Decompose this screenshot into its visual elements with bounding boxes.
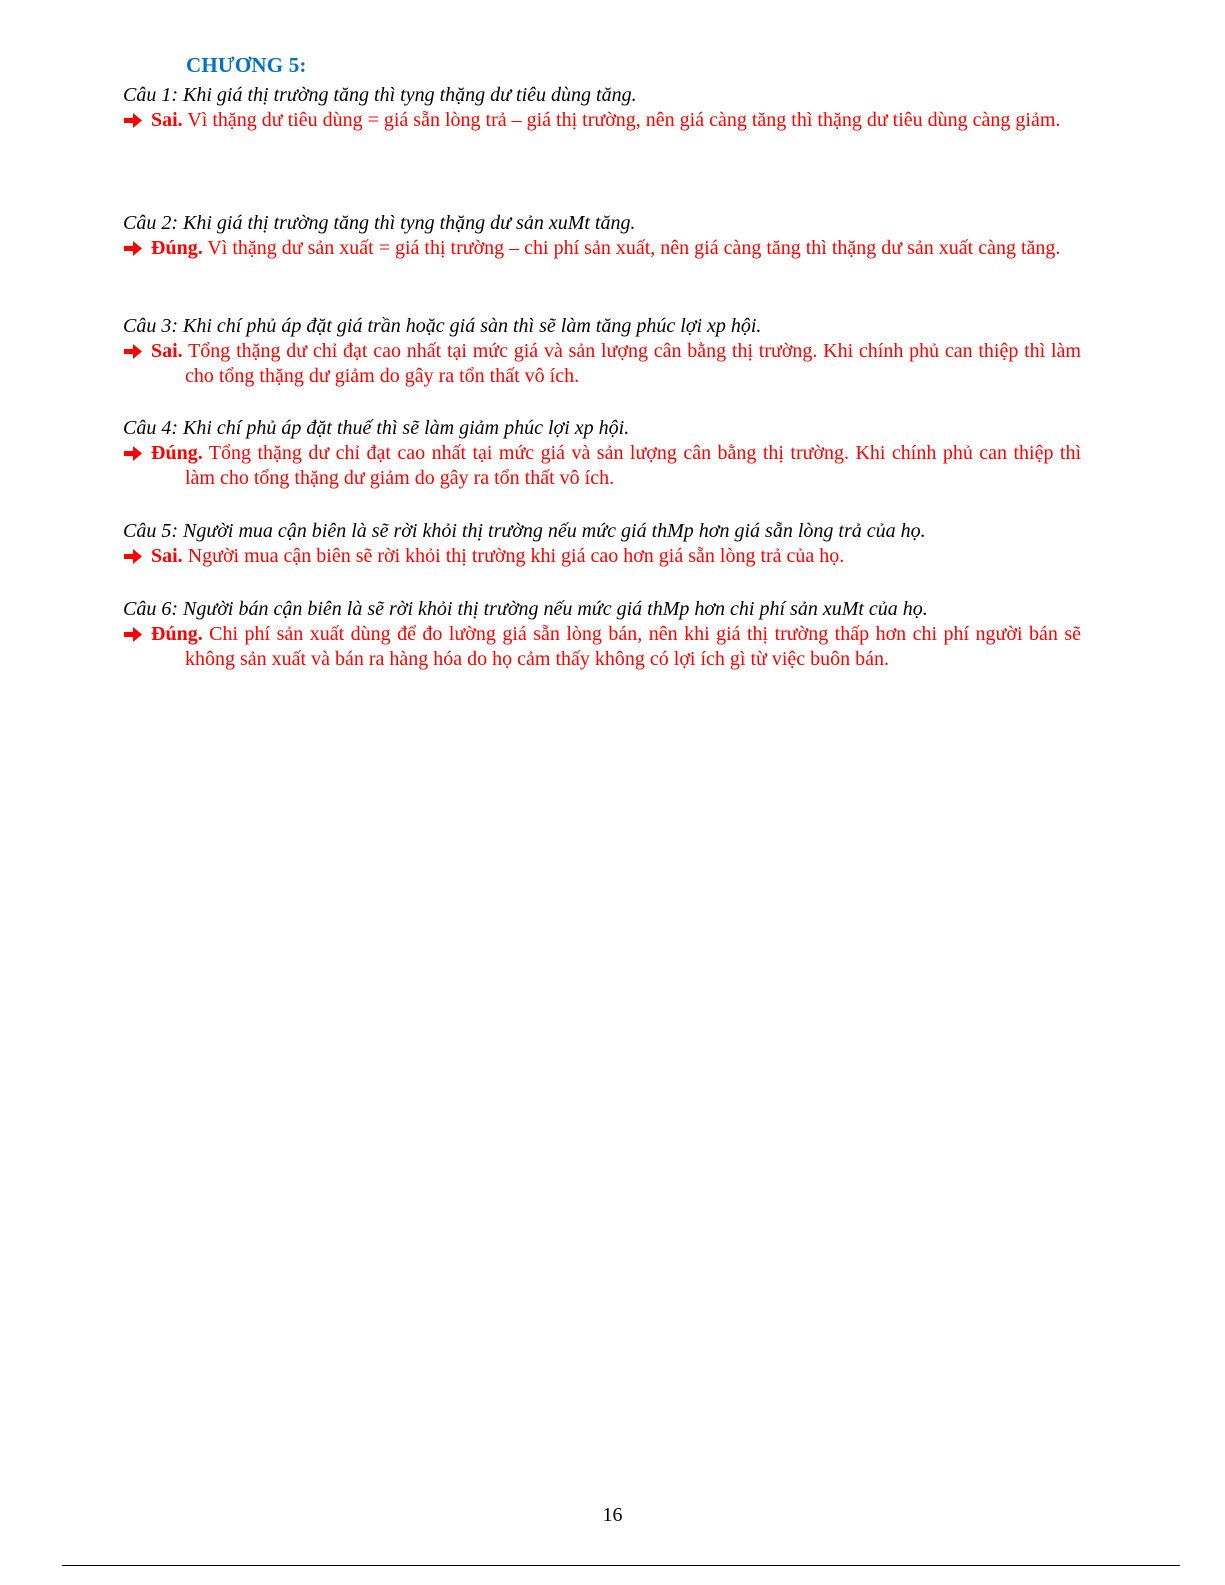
answer-verdict: Đúng. xyxy=(151,623,203,645)
answer-explanation: Chi phí sản xuất dùng để đo lường giá sẵn lòng bán, nên khi giá thị trường thấp hơn chi phí người bán sẽ không sản xuất và bán ra hàng hóa do họ cảm thấy không có lợi ích gì từ việc buôn bán. xyxy=(185,623,1081,670)
arrow-right-icon xyxy=(123,622,143,647)
question-text: Câu 1: Khi giá thị trường tăng thì tyng thặng dư tiêu dùng tăng. xyxy=(123,84,637,106)
answer-explanation: Vì thặng dư tiêu dùng = giá sẵn lòng trả – giá thị trường, nên giá càng tăng thì thặng dư tiêu dùng càng giảm. xyxy=(187,109,1061,131)
answer-verdict: Sai. xyxy=(151,109,183,131)
qa-item-1 xyxy=(123,82,1081,133)
answer-block xyxy=(123,108,1081,133)
qa-item-3 xyxy=(123,313,1081,389)
arrow-right-icon xyxy=(123,339,143,364)
qa-item-6 xyxy=(123,596,1081,672)
answer-block xyxy=(123,236,1081,261)
answer-verdict: Đúng. xyxy=(151,442,203,464)
answer-block xyxy=(123,441,1081,491)
arrow-right-icon xyxy=(123,108,143,133)
answer-block xyxy=(123,544,1081,569)
qa-item-2 xyxy=(123,210,1081,261)
question-text: Câu 3: Khi chí phủ áp đặt giá trần hoặc giá sàn thì sẽ làm tăng phúc lợi xp hội. xyxy=(123,315,762,337)
answer-verdict: Đúng. xyxy=(151,237,203,259)
answer-block xyxy=(123,622,1081,672)
answer-verdict: Sai. xyxy=(151,545,183,567)
page-number: 16 xyxy=(602,1504,623,1526)
answer-explanation: Tổng thặng dư chỉ đạt cao nhất tại mức giá và sản lượng cân bằng thị trường. Khi chính phủ can thiệp thì làm cho tổng thặng dư giảm do gây ra tổn thất vô ích. xyxy=(185,340,1081,387)
qa-item-5 xyxy=(123,518,1081,569)
answer-explanation: Vì thặng dư sản xuất = giá thị trường – chi phí sản xuất, nên giá càng tăng thì thặng dư sản xuất càng tăng. xyxy=(207,237,1061,259)
question-text: Câu 4: Khi chí phủ áp đặt thuế thì sẽ làm giảm phúc lợi xp hội. xyxy=(123,417,630,439)
arrow-right-icon xyxy=(123,441,143,466)
answer-verdict: Sai. xyxy=(151,340,183,362)
answer-explanation: Người mua cận biên sẽ rời khỏi thị trường khi giá cao hơn giá sẵn lòng trả của họ. xyxy=(187,545,845,567)
footer-divider xyxy=(62,1565,1180,1566)
qa-item-4 xyxy=(123,415,1081,491)
question-text: Câu 6: Người bán cận biên là sẽ rời khỏi thị trường nếu mức giá thMp hơn chi phí sản xuMt của họ. xyxy=(123,598,928,620)
question-text: Câu 2: Khi giá thị trường tăng thì tyng thặng dư sản xuMt tăng. xyxy=(123,212,636,234)
question-text: Câu 5: Người mua cận biên là sẽ rời khỏi thị trường nếu mức giá thMp hơn giá sẵn lòng trả của họ. xyxy=(123,520,926,542)
arrow-right-icon xyxy=(123,236,143,261)
arrow-right-icon xyxy=(123,544,143,569)
answer-block xyxy=(123,339,1081,389)
chapter-heading: CHƯƠNG 5: xyxy=(186,53,307,77)
answer-explanation: Tổng thặng dư chỉ đạt cao nhất tại mức giá và sản lượng cân bằng thị trường. Khi chính phủ can thiệp thì làm cho tổng thặng dư giảm do gây ra tổn thất vô ích. xyxy=(185,442,1082,489)
